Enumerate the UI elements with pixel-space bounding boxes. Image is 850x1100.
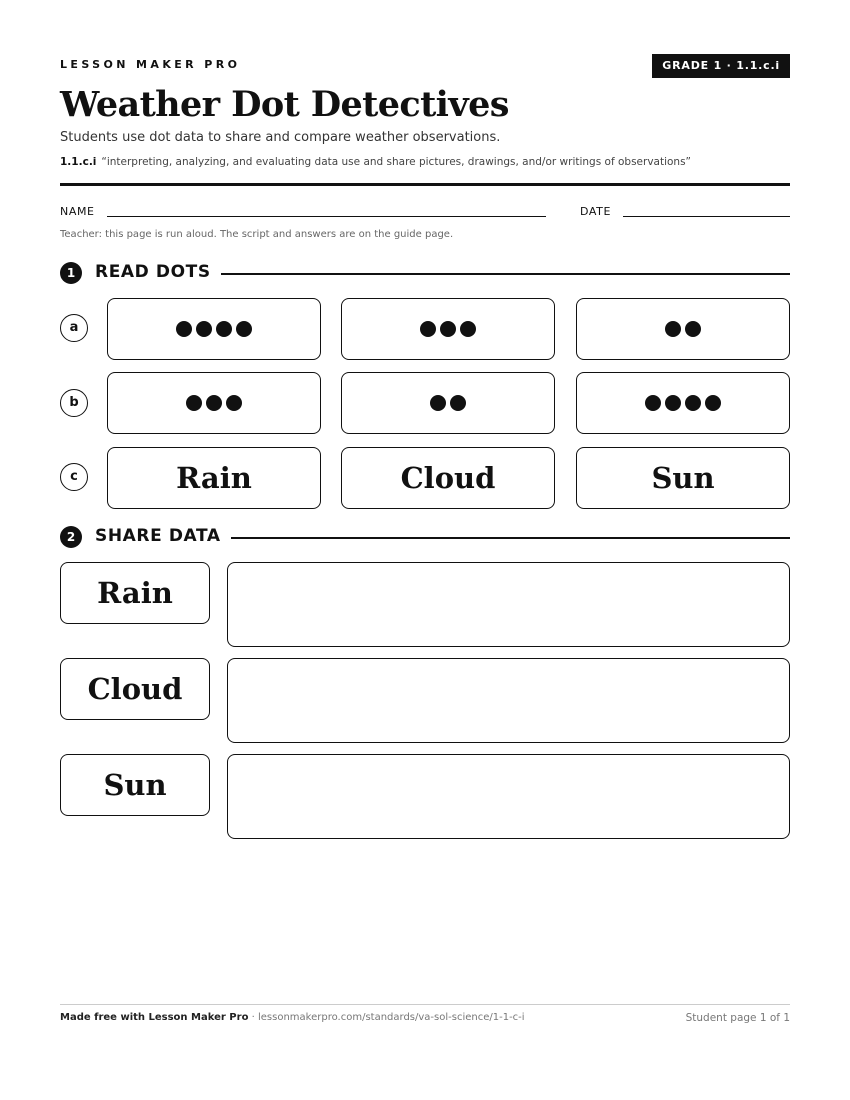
share-label-cloud: Cloud: [60, 658, 210, 720]
dot-card-a3[interactable]: [576, 298, 790, 360]
dot-mark: [176, 321, 192, 337]
footer-credit: [60, 1012, 525, 1023]
worksheet-page: [60, 0, 790, 1100]
footer-brand: Made free with Lesson Maker Pro: [60, 1012, 249, 1023]
dot-card-b2[interactable]: [341, 372, 555, 434]
dot-group: [645, 395, 721, 411]
standard-text: “interpreting, analyzing, and evaluating data use and share pictures, drawings, and/or writings of observations”: [101, 156, 692, 168]
section-read-dots-header: [60, 260, 790, 284]
dot-mark: [236, 321, 252, 337]
dot-mark: [705, 395, 721, 411]
word-card-cloud[interactable]: [341, 447, 555, 509]
dot-mark: [665, 395, 681, 411]
section-number-badge: 1: [60, 262, 82, 284]
dot-mark: [665, 321, 681, 337]
date-label: DATE: [580, 205, 612, 218]
teacher-note: Teacher: this page is run aloud. The script and answers are on the guide page.: [60, 229, 454, 240]
answer-box-cloud[interactable]: [227, 658, 790, 743]
footer-separator: ·: [248, 1012, 258, 1023]
header-divider: [60, 183, 790, 186]
section-title: READ DOTS: [95, 262, 221, 282]
dot-mark: [460, 321, 476, 337]
dot-mark: [685, 321, 701, 337]
share-label-sun: Sun: [60, 754, 210, 816]
date-field[interactable]: [623, 216, 790, 217]
dot-mark: [420, 321, 436, 337]
page-title: Weather Dot Detectives: [60, 84, 509, 125]
section-title: SHARE DATA: [95, 526, 231, 546]
dot-card-b1[interactable]: [107, 372, 321, 434]
dot-card-a2[interactable]: [341, 298, 555, 360]
dot-mark: [216, 321, 232, 337]
dot-mark: [450, 395, 466, 411]
section-number-badge: 2: [60, 526, 82, 548]
grade-badge: GRADE 1 · 1.1.c.i: [652, 54, 790, 78]
brand-name: LESSON MAKER PRO: [60, 58, 241, 71]
footer-divider: [60, 1004, 790, 1005]
row-letter-c: c: [60, 463, 88, 491]
answer-box-sun[interactable]: [227, 754, 790, 839]
word-card-label: Sun: [651, 461, 715, 495]
dot-mark: [685, 395, 701, 411]
standard-code: 1.1.c.i: [60, 156, 97, 168]
page-subtitle: Students use dot data to share and compare weather observations.: [60, 130, 501, 145]
word-card-label: Rain: [176, 461, 252, 495]
dot-group: [420, 321, 476, 337]
dot-group: [186, 395, 242, 411]
dot-group: [430, 395, 466, 411]
word-card-label: Cloud: [400, 461, 496, 495]
word-card-rain[interactable]: [107, 447, 321, 509]
dot-mark: [186, 395, 202, 411]
dot-mark: [440, 321, 456, 337]
standard-line: [60, 156, 691, 168]
name-label: NAME: [60, 205, 95, 218]
name-field[interactable]: [107, 216, 546, 217]
dot-card-a1[interactable]: [107, 298, 321, 360]
answer-box-rain[interactable]: [227, 562, 790, 647]
dot-mark: [645, 395, 661, 411]
section-share-data-header: [60, 524, 790, 548]
dot-card-b3[interactable]: [576, 372, 790, 434]
dot-mark: [206, 395, 222, 411]
dot-mark: [226, 395, 242, 411]
row-letter-a: a: [60, 314, 88, 342]
dot-group: [176, 321, 252, 337]
row-letter-b: b: [60, 389, 88, 417]
footer-page-number: Student page 1 of 1: [685, 1012, 790, 1024]
dot-mark: [430, 395, 446, 411]
share-label-rain: Rain: [60, 562, 210, 624]
dot-mark: [196, 321, 212, 337]
footer-url-link[interactable]: lessonmakerpro.com/standards/va-sol-science/1-1-c-i: [257, 1012, 525, 1023]
dot-group: [665, 321, 701, 337]
word-card-sun[interactable]: [576, 447, 790, 509]
